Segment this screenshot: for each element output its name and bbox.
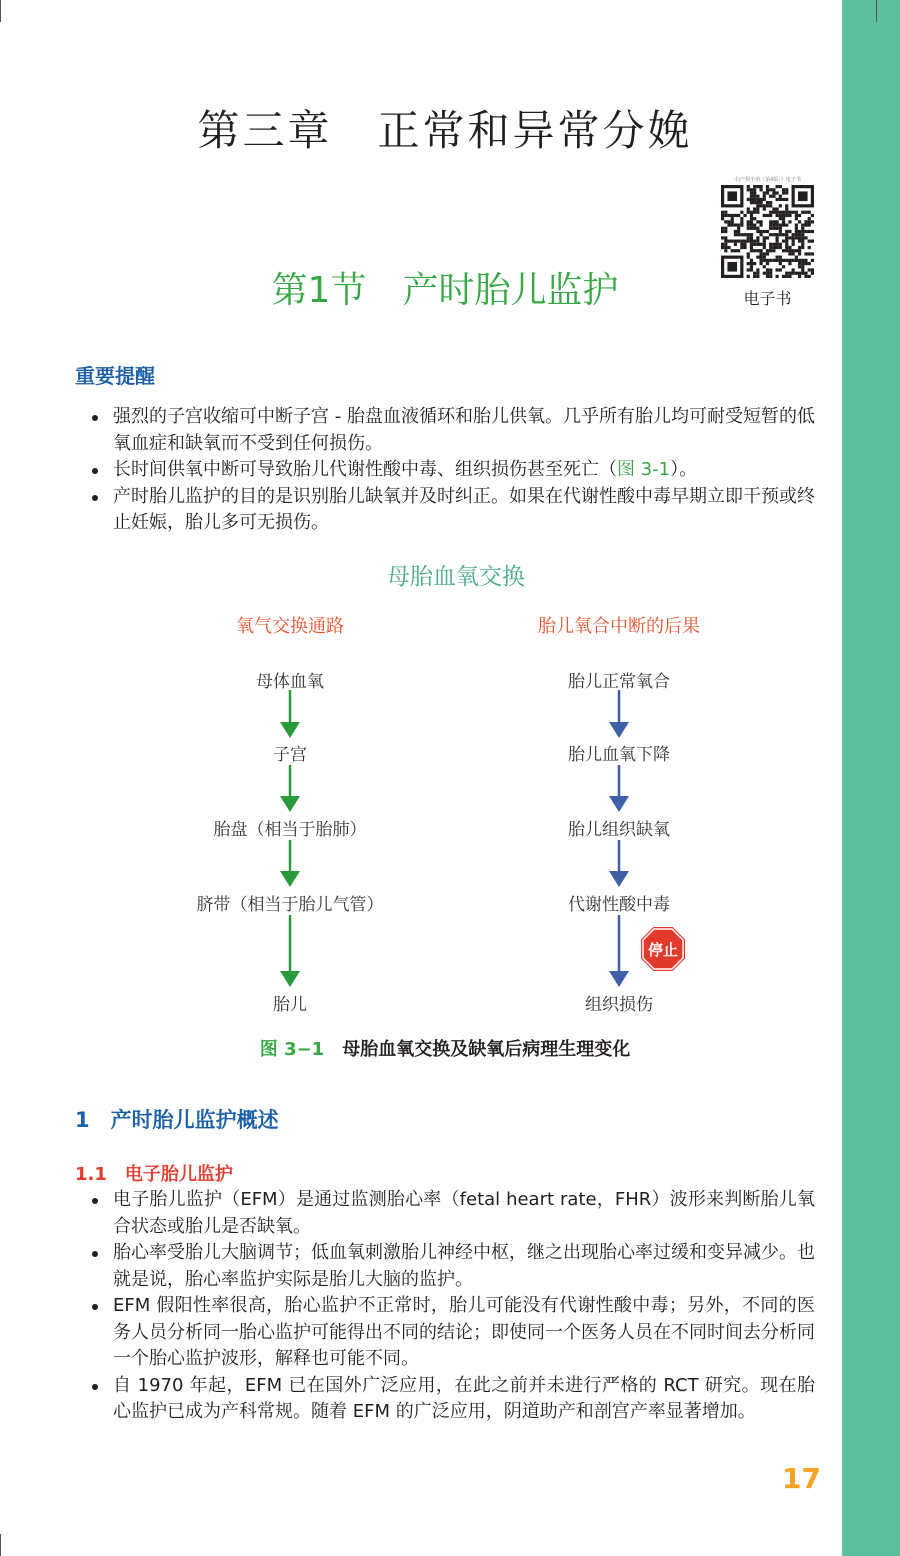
figure-caption-text: 母胎血氧交换及缺氧后病理生理变化 <box>342 1039 631 1060</box>
chapter-title: 第三章 正常和异常分娩 <box>197 106 693 155</box>
efm-list <box>92 1187 815 1426</box>
down-arrow-icon <box>609 840 629 887</box>
list-item: 电子胎儿监护（EFM）是通过监测胎心率（fetal heart rate，FHR）波形来判断胎儿氧合状态或胎儿是否缺氧。 <box>92 1187 815 1240</box>
qr-tiny-text: 妇产科手册（第4版）》电子书 <box>735 177 801 183</box>
reminder-heading: 重要提醒 <box>75 364 155 388</box>
list-item: 自 1970 年起，EFM 已在国外广泛应用，在此之前并未进行严格的 RCT 研究。现在胎心监护已成为产科常规。随着 EFM 的广泛应用，阴道助产和剖宫产率显著增加。 <box>92 1373 815 1426</box>
right-diagram-node: 胎儿正常氧合 <box>568 672 670 692</box>
left-column-heading: 氧气交换通路 <box>236 616 344 637</box>
figure-number: 图 3−1 <box>259 1039 325 1060</box>
list-item: EFM 假阳性率很高，胎心监护不正常时，胎儿可能没有代谢性酸中毒；另外，不同的医务人员分析同一胎心监护可能得出不同的结论；即使同一个医务人员在不同时间去分析同一个胎心监护波形，解释也可能不同。 <box>92 1293 815 1373</box>
crop-mark <box>0 1534 1 1556</box>
section-title: 第1节 产时胎儿监护 <box>271 270 619 311</box>
stop-sign-icon <box>638 924 688 974</box>
right-diagram-node: 代谢性酸中毒 <box>568 895 670 915</box>
stop-label: 停止 <box>647 941 679 959</box>
right-diagram-node: 胎儿组织缺氧 <box>568 820 670 840</box>
crop-mark <box>876 0 877 22</box>
right-column-heading: 胎儿氧合中断的后果 <box>538 616 700 637</box>
down-arrow-icon <box>280 840 300 887</box>
bullet-text: 长时间供氧中断可导致胎儿代谢性酸中毒、组织损伤甚至死亡（ <box>113 459 617 480</box>
left-diagram-node: 胎儿 <box>273 995 307 1015</box>
down-arrow-icon <box>280 915 300 987</box>
left-diagram-node: 子宫 <box>273 745 307 765</box>
right-diagram-node: 组织损伤 <box>585 995 653 1015</box>
left-diagram-node: 胎盘（相当于胎肺） <box>213 820 367 840</box>
right-diagram-node: 胎儿血氧下降 <box>568 745 670 765</box>
down-arrow-icon <box>609 915 629 987</box>
down-arrow-icon <box>280 690 300 738</box>
page-number: 17 <box>782 1462 821 1495</box>
left-diagram-node: 脐带（相当于胎儿气管） <box>196 895 384 915</box>
bullet-text: ）。 <box>670 459 698 480</box>
down-arrow-icon <box>609 765 629 812</box>
list-item: 胎心率受胎儿大脑调节；低血氧刺激胎儿神经中枢，继之出现胎心率过缓和变异减少。也就是说，胎心率监护实际是胎儿大脑的监护。 <box>92 1240 815 1293</box>
heading-1-1: 1.1 电子胎儿监护 <box>75 1164 233 1185</box>
diagram-title: 母胎血氧交换 <box>387 564 525 590</box>
figure-link[interactable]: 图 3-1 <box>617 459 671 480</box>
down-arrow-icon <box>280 765 300 812</box>
figure-caption <box>0 1035 890 1061</box>
bullet-text: 强烈的子宫收缩可中断子宫 - 胎盘血液循环和胎儿供氧。几乎所有胎儿均可耐受短暂的低氧血症和缺氧而不受到任何损伤。 <box>113 406 815 454</box>
side-color-tab <box>842 0 900 1556</box>
down-arrow-icon <box>609 690 629 738</box>
left-diagram-node: 母体血氧 <box>256 672 324 692</box>
heading-1: 1 产时胎儿监护概述 <box>75 1108 279 1132</box>
qr-caption: 电子书 <box>743 289 792 308</box>
bullet-text: 产时胎儿监护的目的是识别胎儿缺氧并及时纠正。如果在代谢性酸中毒早期立即干预或终止妊娠，胎儿多可无损伤。 <box>113 485 815 533</box>
